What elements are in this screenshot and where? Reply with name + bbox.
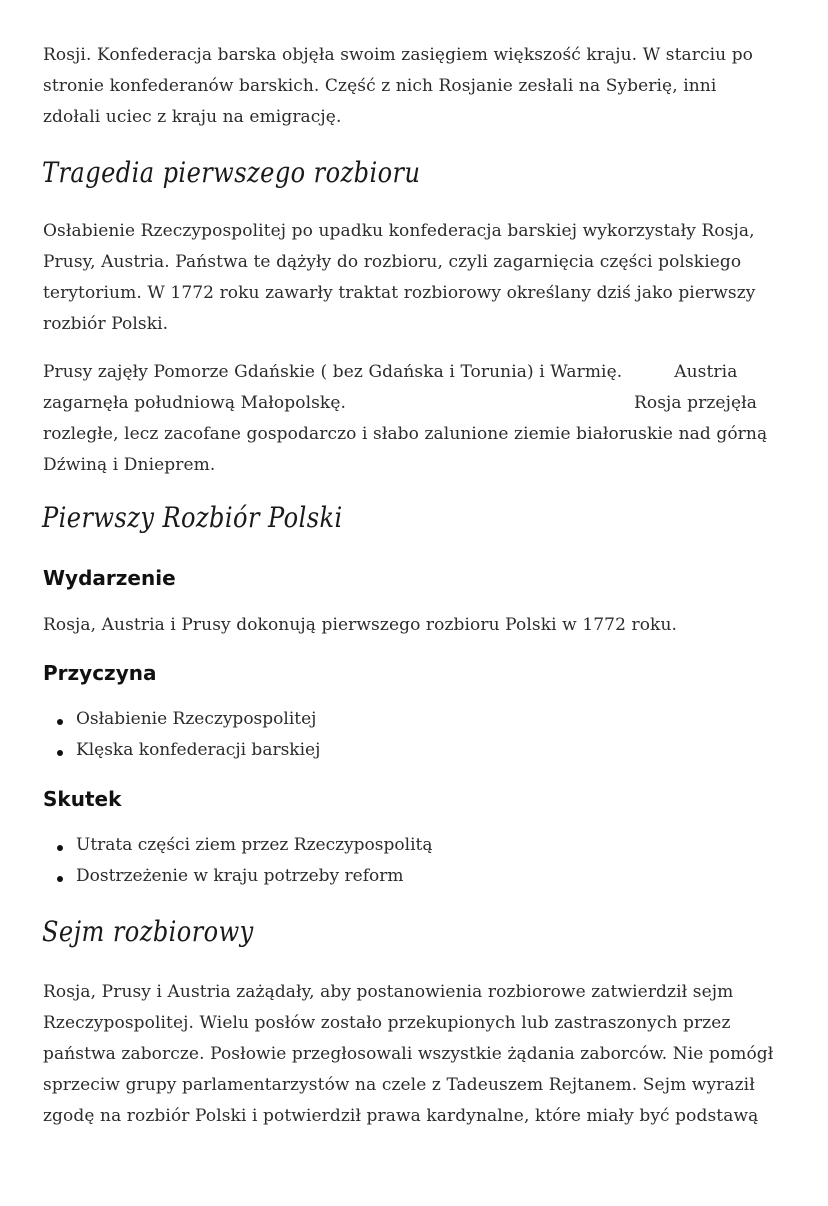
text-line: rozbiór Polski.: [43, 314, 169, 334]
text-line: sprzeciw grupy parlamentarzystów na czele z Tadeuszem Rejtanem. Sejm wyraził: [43, 1075, 755, 1095]
text-line: stronie konfederanów barskich. Część z nich Rosjanie zesłali na Syberię, inni: [43, 76, 717, 96]
text-line: Rzeczypospolitej. Wielu posłów zostało przekupionych lub zastraszonych przez: [43, 1013, 731, 1033]
text-line: zgodę na rozbiór Polski i potwierdził prawa kardynalne, które miały być podstawą: [43, 1106, 759, 1126]
text-line: Dźwiną i Dnieprem.: [43, 455, 216, 475]
bullet-icon: [57, 845, 63, 851]
list-item: Utrata części ziem przez Rzeczypospolitą: [43, 830, 432, 861]
effects-list: [43, 830, 432, 892]
bullet-icon: [57, 876, 63, 882]
intro-paragraph: [43, 40, 803, 133]
text-line: zdołali uciec z kraju na emigrację.: [43, 107, 342, 127]
text-line: Prusy zajęły Pomorze Gdańskie ( bez Gdańska i Torunia) i Warmię. Austria: [43, 362, 738, 382]
section-title-pierwszy-rozbior: Pierwszy Rozbiór Polski: [42, 501, 343, 534]
text-line: Rosja, Prusy i Austria zażądały, aby postanowienia rozbiorowe zatwierdził sejm: [43, 982, 734, 1002]
text-line: państwa zaborcze. Posłowie przegłosowali wszystkie żądania zaborców. Nie pomógł: [43, 1044, 774, 1064]
text-line: Prusy, Austria. Państwa te dążyły do rozbioru, czyli zagarnięcia części polskiego: [43, 252, 742, 272]
list-item: Osłabienie Rzeczypospolitej: [43, 704, 320, 735]
heading-wydarzenie: Wydarzenie: [43, 566, 176, 590]
text-line: Rosji. Konfederacja barska objęła swoim zasięgiem większość kraju. W starciu po: [43, 45, 754, 65]
heading-skutek: Skutek: [43, 787, 122, 811]
text-line: rozległe, lecz zacofane gospodarczo i słabo zalunione ziemie białoruskie nad górną: [43, 424, 768, 444]
text-line: terytorium. W 1772 roku zawarły traktat rozbiorowy określany dziś jako pierwszy: [43, 283, 756, 303]
section-title-sejm-rozbiorowy: Sejm rozbiorowy: [42, 915, 254, 948]
event-text: [43, 610, 803, 641]
list-item: Klęska konfederacji barskiej: [43, 735, 320, 766]
paragraph-sejm: [43, 977, 803, 1132]
text-line: zagarnęła południową Małopolskę. Rosja przejęła: [43, 393, 757, 413]
causes-list: [43, 704, 320, 766]
paragraph-tragedia: [43, 216, 803, 340]
paragraph-zabory: [43, 357, 803, 481]
text-line: Rosja, Austria i Prusy dokonują pierwszego rozbioru Polski w 1772 roku.: [43, 615, 677, 635]
text-line: Osłabienie Rzeczypospolitej po upadku konfederacja barskiej wykorzystały Rosja,: [43, 221, 755, 241]
bullet-icon: [57, 719, 63, 725]
heading-przyczyna: Przyczyna: [43, 661, 157, 685]
list-item: Dostrzeżenie w kraju potrzeby reform: [43, 861, 432, 892]
bullet-icon: [57, 750, 63, 756]
section-title-tragedia: Tragedia pierwszego rozbioru: [42, 156, 421, 189]
